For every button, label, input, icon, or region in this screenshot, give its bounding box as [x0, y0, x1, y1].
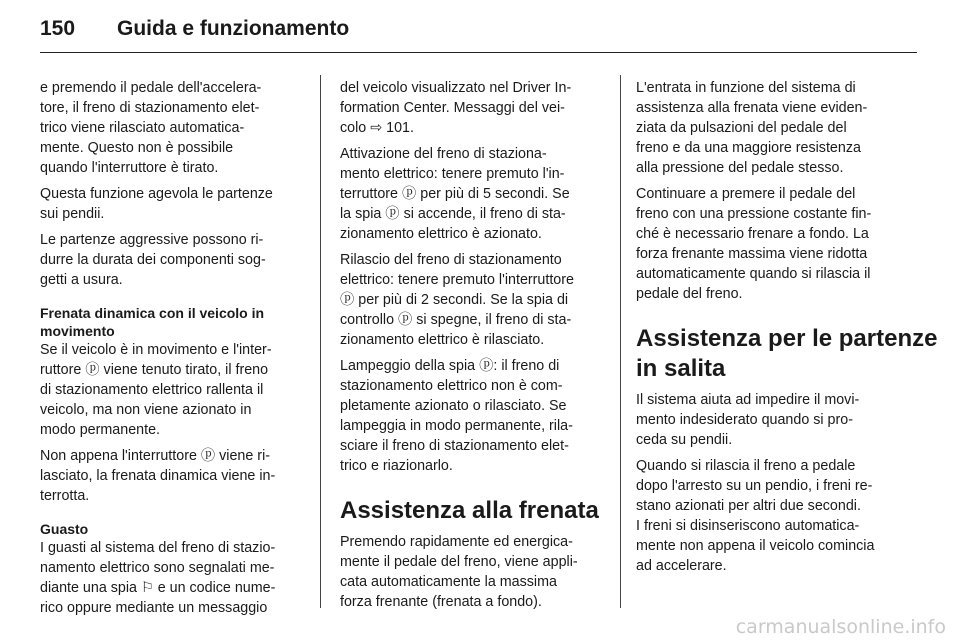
paragraph [340, 78, 615, 138]
text-line: mento elettrico: tenere premuto l'in- [340, 166, 565, 182]
text-line: pedale del freno. [636, 286, 743, 302]
heading-hill-start-assist [636, 324, 938, 384]
paragraph [340, 250, 615, 350]
text-line: freno e da una maggiore resistenza [636, 140, 861, 156]
page-number: 150 [40, 17, 76, 40]
paragraph [636, 456, 921, 576]
text-line: trico viene rilasciato automatica- [40, 120, 245, 136]
text-line: forza frenante massima viene ridotta [636, 246, 868, 262]
text-line: durre la durata dei componenti sog- [40, 252, 266, 268]
text-line: modo permanente. [40, 422, 161, 438]
text-line: Non appena l'interruttore ⓟ viene ri- [40, 448, 271, 464]
column-divider [320, 75, 321, 608]
text-line: la spia ⓟ si accende, il freno di sta- [340, 206, 566, 222]
text-line: assistenza alla frenata viene eviden- [636, 100, 868, 116]
text-line: ad accelerare. [636, 558, 727, 574]
text-line: Lampeggio della spia ⓟ: il freno di [340, 358, 560, 374]
text-line: Premendo rapidamente ed energica- [340, 534, 573, 550]
column-divider [620, 75, 621, 608]
text-line: I guasti al sistema del freno di stazio- [40, 540, 276, 556]
text-line: mento indesiderato quando si pro- [636, 412, 853, 428]
paragraph [636, 184, 921, 304]
text-line: terrotta. [40, 488, 90, 504]
paragraph [340, 144, 615, 244]
text-line: ⓟ per più di 2 secondi. Se la spia di [340, 292, 569, 308]
paragraph [40, 184, 315, 224]
text-line: automaticamente quando si rilascia il [636, 266, 871, 282]
text-line: controllo ⓟ si spegne, il freno di sta- [340, 312, 572, 328]
text-line: lasciato, la frenata dinamica viene in- [40, 468, 276, 484]
text-line: e premendo il pedale dell'accelera- [40, 80, 262, 96]
section-title: Guida e funzionamento [117, 17, 350, 40]
text-line: sui pendii. [40, 206, 105, 222]
text-line: alla pressione del pedale stesso. [636, 160, 844, 176]
text-line: trico e riazionarlo. [340, 458, 453, 474]
subheading-fault [40, 520, 315, 538]
text-line: rico oppure mediante un messaggio [40, 600, 268, 616]
text-line: mente il pedale del freno, viene appli- [340, 554, 578, 570]
text-line: Attivazione del freno di staziona- [340, 146, 547, 162]
text-line: quando l'interruttore è tirato. [40, 160, 219, 176]
text-line: Rilascio del freno di stazionamento [340, 252, 562, 268]
heading-brake-assist [340, 496, 615, 526]
text-line: getti a usura. [40, 272, 123, 288]
text-line: mente non appena il veicolo comincia [636, 538, 875, 554]
text-line: Assistenza per le partenze [636, 325, 938, 352]
text-line: elettrico: tenere premuto l'interruttore [340, 272, 574, 288]
text-line: ceda su pendii. [636, 432, 733, 448]
text-column-1 [40, 78, 315, 624]
text-line: I freni si disinseriscono automatica- [636, 518, 860, 534]
text-line: zionamento elettrico è azionato. [340, 226, 542, 242]
text-column-2 [340, 78, 615, 618]
header-rule [40, 52, 917, 53]
text-line: formation Center. Messaggi del vei- [340, 100, 565, 116]
paragraph [340, 532, 615, 612]
text-line: Questa funzione agevola le partenze [40, 186, 273, 202]
subheading-dynamic-braking [40, 304, 315, 340]
text-line: colo ⇨ 101. [340, 120, 414, 136]
text-line: pletamente azionato o rilasciato. Se [340, 398, 567, 414]
text-line: freno con una pressione costante fin- [636, 206, 872, 222]
text-line: stano azionati per altri due secondi. [636, 498, 861, 514]
paragraph [636, 390, 921, 450]
paragraph [40, 340, 315, 440]
text-line: Il sistema aiuta ad impedire il movi- [636, 392, 860, 408]
text-line: Assistenza alla frenata [340, 497, 599, 524]
text-line: lampeggia in modo permanente, rila- [340, 418, 573, 434]
text-line: Quando si rilascia il freno a pedale [636, 458, 856, 474]
text-line: in salita [636, 355, 726, 382]
text-line: mente. Questo non è possibile [40, 140, 234, 156]
text-line: Guasto [40, 521, 89, 537]
text-column-3 [636, 78, 938, 582]
text-line: Se il veicolo è in movimento e l'inter- [40, 342, 272, 358]
text-line: ruttore ⓟ viene tenuto tirato, il freno [40, 362, 269, 378]
text-line: namento elettrico sono segnalati me- [40, 560, 275, 576]
text-line: veicolo, ma non viene azionato in [40, 402, 252, 418]
text-line: tore, il freno di stazionamento elet- [40, 100, 260, 116]
text-line: cata automaticamente la massima [340, 574, 557, 590]
paragraph [40, 230, 315, 290]
text-line: ché è necessario frenare a fondo. La [636, 226, 869, 242]
text-line: Continuare a premere il pedale del [636, 186, 856, 202]
text-line: terruttore ⓟ per più di 5 secondi. Se [340, 186, 570, 202]
text-line: forza frenante (frenata a fondo). [340, 594, 542, 610]
paragraph [636, 78, 921, 178]
text-line: stazionamento elettrico non è com- [340, 378, 563, 394]
text-line: Le partenze aggressive possono ri- [40, 232, 264, 248]
text-line: dopo l'arresto su un pendio, i freni re- [636, 478, 873, 494]
paragraph [340, 356, 615, 476]
text-line: L'entrata in funzione del sistema di [636, 80, 856, 96]
text-line: Frenata dinamica con il veicolo in [40, 305, 265, 321]
text-line: ziata da pulsazioni del pedale del [636, 120, 847, 136]
text-line: del veicolo visualizzato nel Driver In- [340, 80, 572, 96]
watermark: carmanualsonline.info [735, 616, 946, 638]
paragraph [40, 78, 315, 178]
paragraph [40, 538, 315, 618]
text-line: movimento [40, 323, 115, 339]
paragraph [40, 446, 315, 506]
text-line: zionamento elettrico è rilasciato. [340, 332, 545, 348]
text-line: di stazionamento elettrico rallenta il [40, 382, 264, 398]
text-line: sciare il freno di stazionamento elet- [340, 438, 569, 454]
text-line: diante una spia ⚐ e un codice nume- [40, 580, 276, 596]
